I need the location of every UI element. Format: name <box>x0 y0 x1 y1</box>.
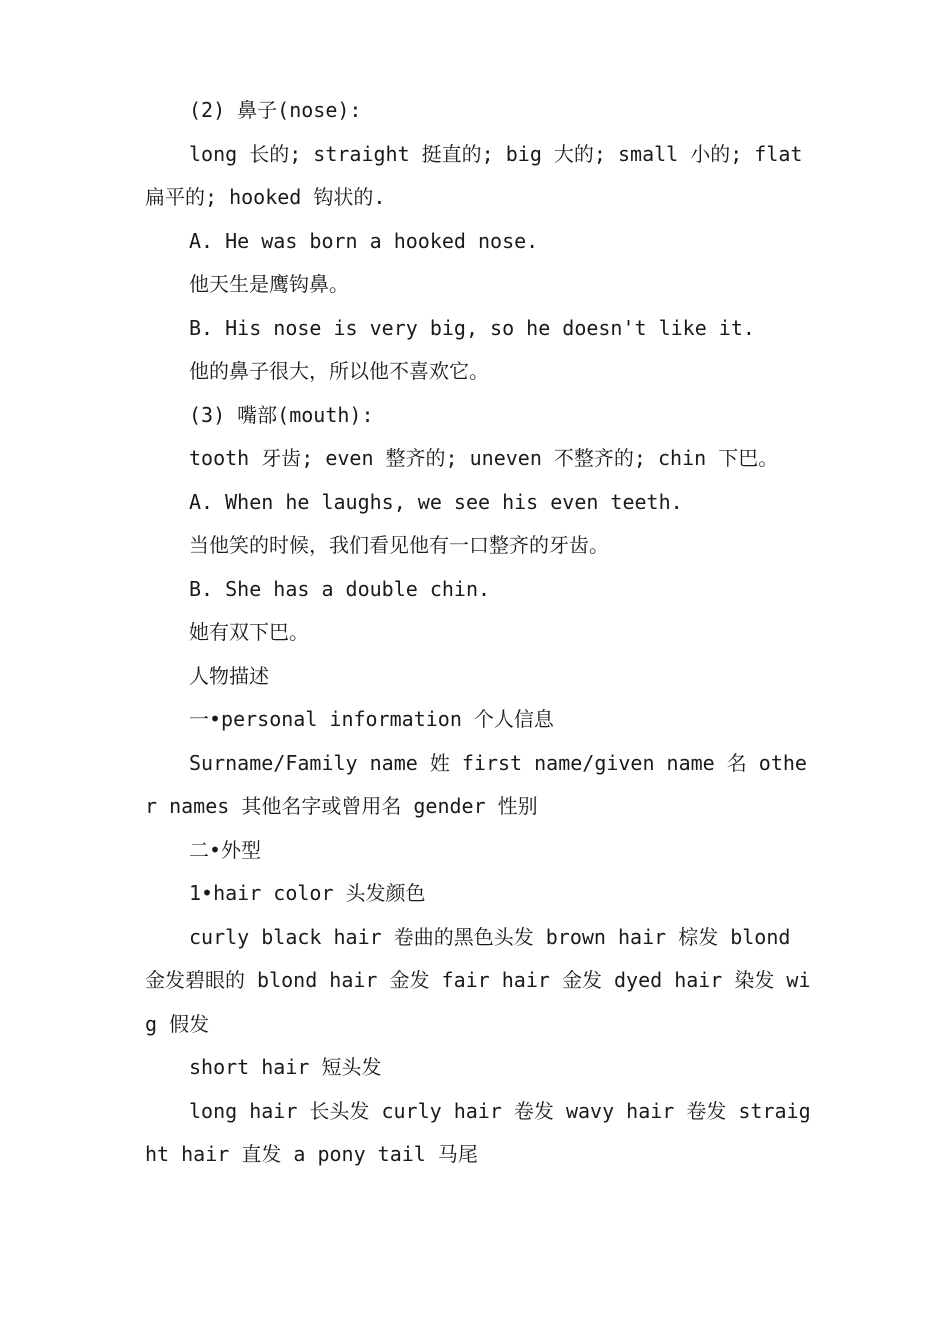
section-heading-mouth: (3) 嘴部(mouth): <box>189 402 374 427</box>
example-sentence-en: A. He was born a hooked nose. <box>189 228 539 253</box>
hair-style-vocabulary: long hair 长头发 curly hair 卷发 wavy hair 卷发 straight hair 直发 a pony tail 马尾 <box>145 1098 811 1166</box>
section-heading-nose: (2) 鼻子(nose): <box>189 98 362 122</box>
example-sentence-zh: 他的鼻子很大，所以他不喜欢它。 <box>189 359 489 383</box>
name-vocabulary: Surname/Family name 姓 first name/given name 名 other names 其他名字或曾用名 gender 性别 <box>145 750 807 818</box>
nose-vocabulary: long 长的; straight 挺直的; big 大的; small 小的; flat 扁平的; hooked 钩状的. <box>145 141 803 209</box>
example-sentence-en: A. When he laughs, we see his even teeth. <box>189 489 683 514</box>
example-sentence-en: B. She has a double chin. <box>189 576 491 601</box>
example-sentence-zh: 他天生是鹰钩鼻。 <box>189 272 349 296</box>
example-sentence-zh: 当他笑的时候，我们看见他有一口整齐的牙齿。 <box>189 533 609 557</box>
document-body <box>145 89 815 1177</box>
mouth-vocabulary: tooth 牙齿; even 整齐的; uneven 不整齐的; chin 下巴。 <box>189 446 779 470</box>
hair-length-vocabulary: short hair 短头发 <box>189 1055 382 1079</box>
subheading-hair-color: 1•hair color 头发颜色 <box>189 881 426 905</box>
example-sentence-zh: 她有双下巴。 <box>189 620 309 644</box>
example-sentence-en: B. His nose is very big, so he doesn't like it. <box>189 315 755 340</box>
section-heading-personal-information: 一•personal information 个人信息 <box>189 707 554 731</box>
section-title-character-description: 人物描述 <box>189 663 269 688</box>
hair-color-vocabulary: curly black hair 卷曲的黑色头发 brown hair 棕发 blond 金发碧眼的 blond hair 金发 fair hair 金发 dyed hair 染发 wig 假发 <box>145 924 811 1036</box>
section-heading-appearance: 二•外型 <box>189 837 262 862</box>
